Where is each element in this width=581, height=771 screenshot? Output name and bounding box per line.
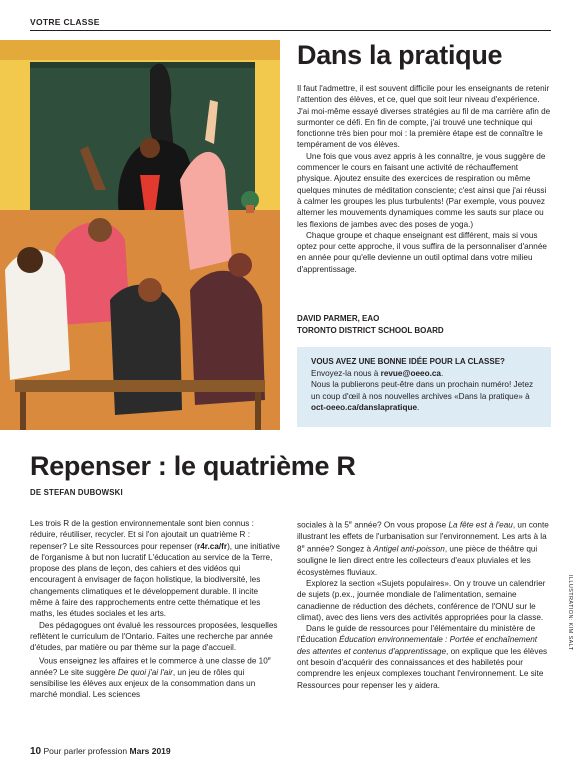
practice-paragraph: Il faut l'admettre, il est souvent difficile pour les enseignants de retenir l'attention des élèves, et ce, quel que soit leur niveau d'expérience. J'ai moi-même essayé diverses stratégies au fil de ma carrière afin de surmonter ce défi. En fin de compte, j'ai trouvé une technique qui fonctionne très bien pour moi : la première étape est de connaître le tempérament de vos élèves. — [297, 84, 551, 150]
rethink-byline: DE STEFAN DUBOWSKI — [30, 488, 123, 497]
article-paragraph: Les trois R de la gestion environnementale sont bien connus : réduire, réutiliser, recycler. Et si l'on ajoutait un quatrième R : repenser? Le site Ressources pour repenser (r4r.ca/fr), une initiative de l'organisme à but non lucratif L'éducation au service de la Terre, propose des plans de leçon, des cahiers et des vidéos qui encouragent à envisager de façon holistique, la biodiversité, les changements climatiques et le développement durable. Il incite même à faire des rapprochements entre cette thématique et les maths, les études sociales et les arts. — [30, 519, 280, 619]
rethink-column-2 — [297, 518, 552, 691]
top-rule — [30, 30, 551, 31]
callout-text: Envoyez-la nous à revue@oeeo.ca. Nous la publierons peut-être dans un prochain numéro! Jetez un coup d'œil à nos nouvelles archives «Dans la pratique» à oct-oeeo.ca/danslapratique. — [311, 369, 534, 412]
article-paragraph: Des pédagogues ont évalué les ressources proposées, lesquelles reflètent le curriculum de l'Ontario. Faites une recherche par année d'études, par matière ou par thème sur la page d'accueil. — [30, 620, 278, 653]
page-number: 10 — [30, 746, 42, 757]
author-name: DAVID PARMER, EAO — [297, 314, 380, 323]
practice-paragraph: Une fois que vous avez appris à les connaître, je vous suggère de commencer le cours en faisant une activité de réchauffement physique. Ajoutez ensuite des exercices de respiration ou même quelques minutes de méditation consciente; c'est ainsi que j'ai réussi à calmer les groupes les plus turbulents! (Par exemple, vous pouvez alterner les mouvements dynamiques comme les sauts sur place ou les flexions de jambes avec des poses de yoga.) — [297, 151, 547, 229]
article-paragraph: sociales à la 5e année? On vous propose La fête est à l'eau, un conte illustrant les effets de l'urbanisation sur l'environnement. Les arts à la 8e année? Songez à Antigel anti-poisson, une pièce de théâtre qui souligne le lien direct entre les collecteurs d'eaux pluviales et les écosystèmes fluviaux. — [297, 520, 549, 577]
callout-title: VOUS AVEZ UNE BONNE IDÉE POUR LA CLASSE? — [311, 357, 505, 366]
idea-callout — [297, 347, 551, 427]
practice-signature — [297, 313, 444, 336]
magazine-name: Pour parler profession — [43, 746, 128, 756]
practice-body — [297, 83, 552, 275]
r4r-link[interactable]: r4r.ca/fr — [197, 541, 228, 551]
author-board: TORONTO DISTRICT SCHOOL BOARD — [297, 325, 444, 335]
callout-url-link[interactable]: oct-oeeo.ca/danslapratique — [311, 402, 418, 412]
article-paragraph: Vous enseignez les affaires et le commerce à une classe de 10e année? Le site suggère De quoi j'ai l'air, un jeu de rôles qui sensibilise les élèves aux enjeux de la consommation dans un marché mondial. Les sciences — [30, 655, 271, 700]
callout-email-link[interactable]: revue@oeeo.ca — [380, 369, 441, 378]
practice-title: Dans la pratique — [297, 40, 503, 70]
rethink-title: Repenser : le quatrième R — [30, 451, 356, 481]
article-paragraph: Dans le guide de ressources pour l'élémentaire du ministère de l'Éducation Éducation environnementale : Portée et enchaînement des attentes et contenus d'apprentissage, on explique que les élèves ont besoin d'acquérir des connaissances et des habiletés pour comprendre les enjeux complexes touchant l'environnement. Le site Ressources pour repenser les y aidera. — [297, 624, 548, 690]
section-label: VOTRE CLASSE — [30, 17, 100, 27]
practice-paragraph: Chaque groupe et chaque enseignant est différent, mais si vous optez pour cette approche, il vous suffira de la personnaliser d'année en année pour qu'elle devienne un outil optimal dans votre milieu d'apprentissage. — [297, 230, 547, 274]
article-paragraph: Explorez la section «Sujets populaires». On y trouve un calendrier de sujets (p.ex., journée mondiale de l'alimentation, semaine canadienne de réduction des déchets, conférence de l'ONU sur le climat), avec des liens vers des activités appropriées pour la classe. — [297, 578, 546, 622]
rethink-column-1 — [30, 518, 280, 700]
page-footer — [30, 746, 171, 757]
issue-date: Mars 2019 — [129, 746, 171, 756]
illustration-credit: ILLUSTRATION: KIM SALT — [567, 575, 573, 651]
classroom-illustration — [0, 40, 280, 430]
